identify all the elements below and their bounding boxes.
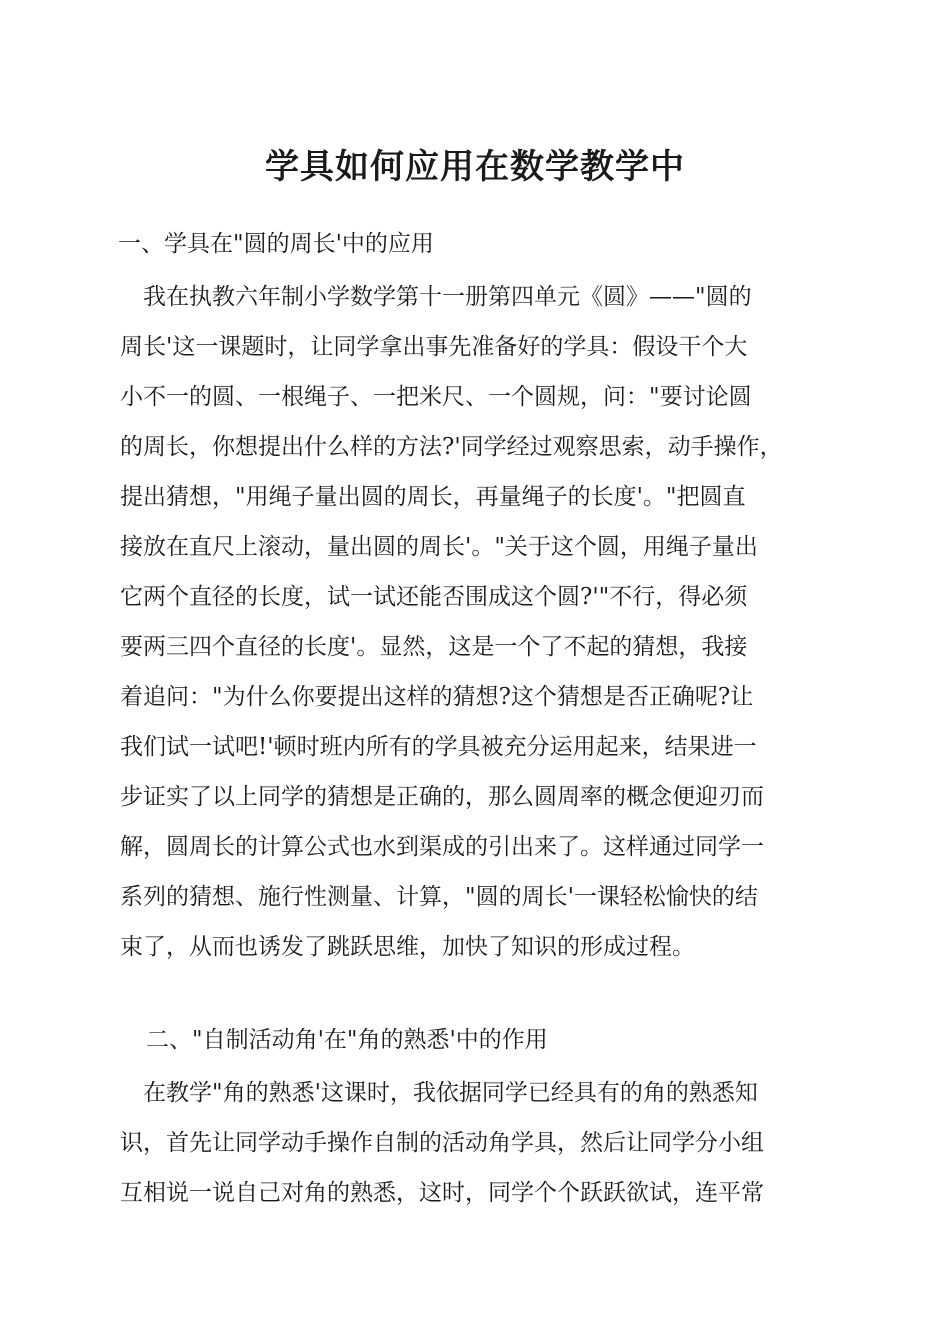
paragraph-line: 它两个直径的长度，试一试还能否围成这个圆?'"不行，得必须 xyxy=(120,584,748,610)
paragraph-line: 互相说一说自己对角的熟悉，这时，同学个个跃跃欲试，连平常 xyxy=(120,1180,764,1206)
document-title: 学具如何应用在数学教学中 xyxy=(265,147,685,187)
paragraph-line: 束了，从而也诱发了跳跃思维，加快了知识的形成过程。 xyxy=(120,934,695,960)
paragraph-line: 的周长，你想提出什么样的方法?'同学经过观察思索，动手操作， xyxy=(120,434,783,460)
paragraph-line: 周长'这一课题时，让同学拿出事先准备好的学具：假设干个大 xyxy=(120,334,748,360)
paragraph-line: 解，圆周长的计算公式也水到渠成的引出来了。这样通过同学一 xyxy=(120,834,764,860)
paragraph-line: 着追问："为什么你要提出这样的猜想?这个猜想是否正确呢?让 xyxy=(120,684,754,710)
paragraph-line: 在教学"角的熟悉'这课时，我依据同学已经具有的角的熟悉知 xyxy=(120,1080,758,1106)
section-1-heading: 一、学具在"圆的周长'中的应用 xyxy=(118,231,434,257)
paragraph-line: 要两三四个直径的长度'。显然，这是一个了不起的猜想，我接 xyxy=(120,634,748,660)
section-2-heading: 二、"自制活动角'在"角的熟悉'中的作用 xyxy=(146,1027,548,1053)
paragraph-line: 我们试一试吧!'顿时班内所有的学具被充分运用起来，结果进一 xyxy=(120,734,757,760)
paragraph-line: 接放在直尺上滚动，量出圆的周长'。"关于这个圆，用绳子量出 xyxy=(120,534,758,560)
section-2-paragraph xyxy=(120,1068,840,1218)
paragraph-line: 识，首先让同学动手操作自制的活动角学具，然后让同学分小组 xyxy=(120,1130,764,1156)
paragraph-line: 步证实了以上同学的猜想是正确的，那么圆周率的概念便迎刃而 xyxy=(120,784,764,810)
paragraph-line: 小不一的圆、一根绳子、一把米尺、一个圆规，问："要讨论圆 xyxy=(120,384,752,410)
paragraph-line: 我在执教六年制小学数学第十一册第四单元《圆》——"圆的 xyxy=(120,284,752,310)
paragraph-line: 提出猜想，"用绳子量出圆的周长，再量绳子的长度'。"把圆直 xyxy=(120,484,746,510)
paragraph-line: 系列的猜想、施行性测量、计算，"圆的周长'一课轻松愉快的结 xyxy=(120,884,758,910)
section-1-paragraph xyxy=(120,272,840,972)
